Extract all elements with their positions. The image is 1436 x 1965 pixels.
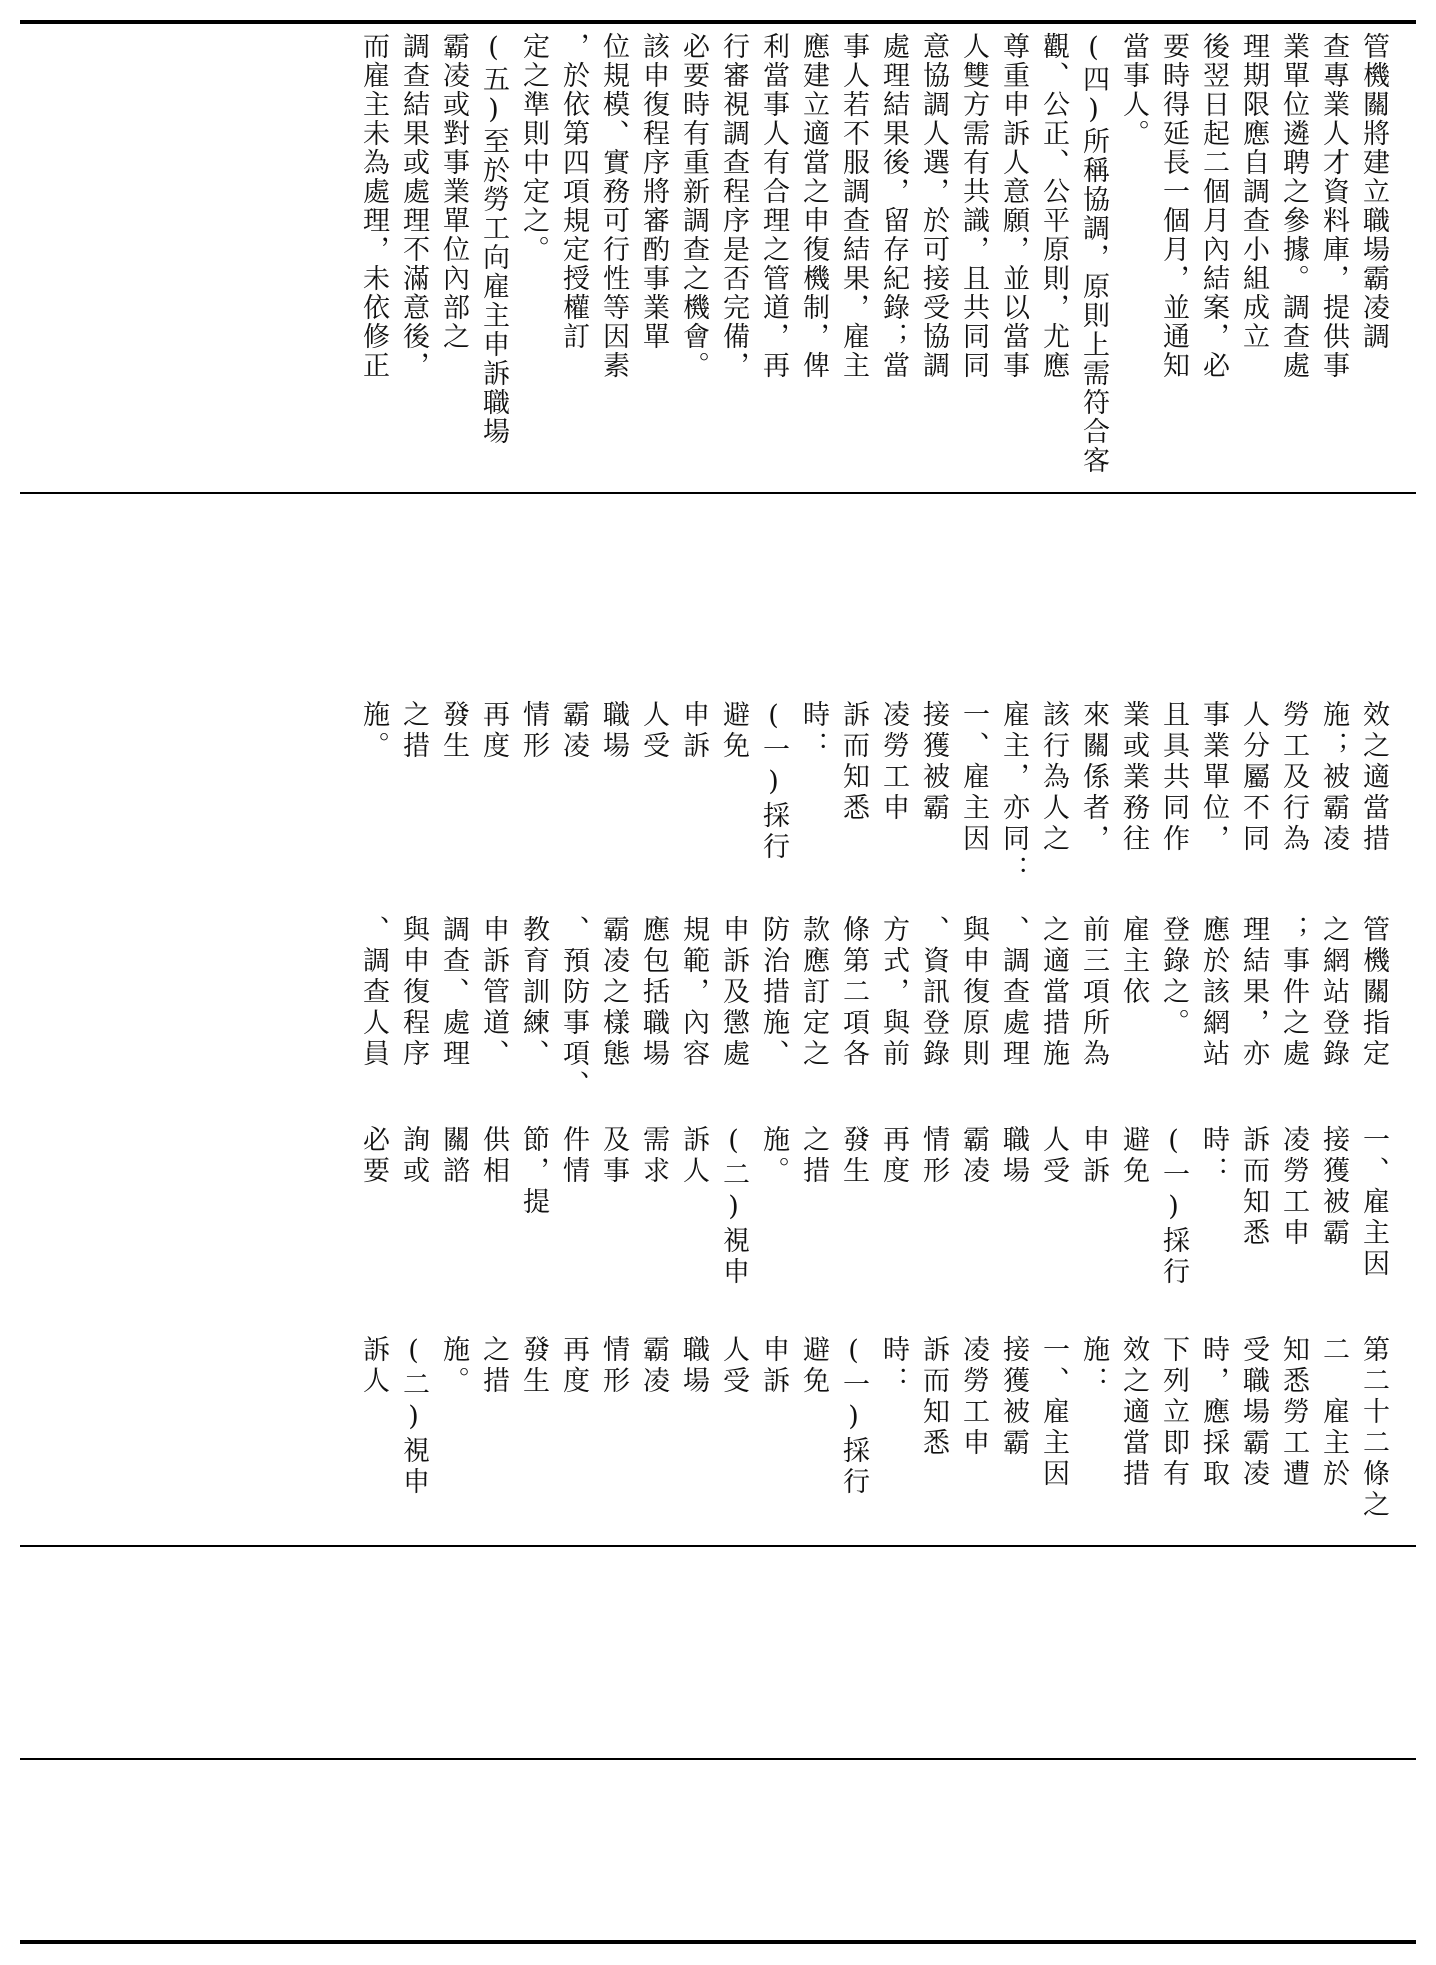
middle-right-text-column: 之措 [398, 700, 429, 762]
middle-right-text-column: 發生 [438, 700, 469, 762]
top-block-text-column: 處理結果後，留存紀錄；當 [878, 32, 909, 380]
top-block-text-column: 利當事人有合理之管道，再 [758, 32, 789, 380]
middle-right-text-column: 職場 [598, 700, 629, 762]
middle-left-b-text-column: 與申復程序 [398, 915, 429, 1070]
bottom-right-text-column: 下列立即有 [1158, 1335, 1189, 1490]
middle-left-a-text-column: 發生 [838, 1125, 869, 1187]
bottom-right-text-column: (二)視申 [398, 1335, 429, 1498]
middle-right-text-column: 接獲被霸 [918, 700, 949, 824]
bottom-right-text-column: 時： [878, 1335, 909, 1397]
middle-left-b-text-column: 調查、處理 [438, 915, 469, 1070]
bottom-right-text-column: 受職場霸凌 [1238, 1335, 1269, 1490]
middle-left-b-text-column: 、預防事項、 [558, 915, 589, 1101]
top-block-text-column: 業單位遴聘之參據。調查處 [1278, 32, 1309, 380]
middle-right-text-column: 凌勞工申 [878, 700, 909, 824]
middle-left-b-text-column: 前三項所為 [1078, 915, 1109, 1070]
bottom-right-text-column: 二 雇主於 [1318, 1335, 1349, 1490]
top-block-text-column: 定之準則中定之。 [518, 32, 549, 264]
top-block-text-column: 行審視調查程序是否完備， [718, 32, 749, 380]
middle-left-b-text-column: 霸凌之樣態 [598, 915, 629, 1070]
row-divider-1 [20, 492, 1416, 494]
middle-right-text-column: 來關係者， [1078, 700, 1109, 855]
bottom-right-text-column: 施。 [438, 1335, 469, 1397]
middle-right-text-column: 該行為人之 [1038, 700, 1069, 855]
middle-left-b-text-column: 條第二項各 [838, 915, 869, 1070]
middle-right-text-column: 霸凌 [558, 700, 589, 762]
bottom-right-text-column: 時，應採取 [1198, 1335, 1229, 1490]
middle-left-a-text-column: 接獲被霸 [1318, 1125, 1349, 1249]
middle-left-b-text-column: 方式，與前 [878, 915, 909, 1070]
middle-right-text-column: 效之適當措 [1358, 700, 1389, 855]
bottom-right-text-column: 一、雇主因 [1038, 1335, 1069, 1490]
middle-left-a-text-column: 避免 [1118, 1125, 1149, 1187]
middle-left-b-text-column: ；事件之處 [1278, 915, 1309, 1070]
bottom-right-text-column: 第二十二條之 [1358, 1335, 1389, 1521]
middle-left-b-text-column: 應於該網站 [1198, 915, 1229, 1070]
top-block-text-column: (四)所稱協調，原則上需符合客 [1078, 32, 1109, 475]
bottom-right-text-column: 再度 [558, 1335, 589, 1397]
top-block-text-column: 該申復程序將審酌事業單 [638, 32, 669, 351]
bottom-right-text-column: 申訴 [758, 1335, 789, 1397]
middle-left-b-text-column: 與申復原則 [958, 915, 989, 1070]
middle-left-b-text-column: 款應訂定之 [798, 915, 829, 1070]
middle-left-b-text-column: 登錄之。 [1158, 915, 1189, 1039]
middle-right-text-column: 訴而知悉 [838, 700, 869, 824]
top-block-text-column: 觀、公正、公平原則，尤應 [1038, 32, 1069, 380]
middle-left-a-text-column: 訴人 [678, 1125, 709, 1187]
middle-right-text-column: 事業單位， [1198, 700, 1229, 855]
middle-left-b-text-column: 、調查人員 [358, 915, 389, 1070]
middle-right-text-column: 人分屬不同 [1238, 700, 1269, 855]
middle-right-text-column: 避免 [718, 700, 749, 762]
middle-right-text-column: (一)採行 [758, 700, 789, 863]
middle-right-text-column: 一、雇主因 [958, 700, 989, 855]
middle-left-a-text-column: 情形 [918, 1125, 949, 1187]
top-block-text-column: 事人若不服調查結果，雇主 [838, 32, 869, 380]
row-divider-3 [20, 1758, 1416, 1760]
middle-left-a-text-column: 件情 [558, 1125, 589, 1187]
top-block-text-column: 尊重申訴人意願，並以當事 [998, 32, 1029, 380]
middle-right-text-column: 雇主，亦同： [998, 700, 1029, 886]
middle-right-text-column: 勞工及行為 [1278, 700, 1309, 855]
middle-left-a-text-column: (二)視申 [718, 1125, 749, 1288]
top-block-text-column: 位規模、實務可行性等因素 [598, 32, 629, 380]
top-block-text-column: 調查結果或處理不滿意後， [398, 32, 429, 380]
middle-left-a-text-column: (一)採行 [1158, 1125, 1189, 1288]
top-block-text-column: (五)至於勞工向雇主申訴職場 [478, 32, 509, 446]
middle-left-b-text-column: 理結果，亦 [1238, 915, 1269, 1070]
bottom-right-text-column: (一)採行 [838, 1335, 869, 1498]
middle-left-b-text-column: 雇主依 [1118, 915, 1149, 1008]
bottom-right-text-column: 訴而知悉 [918, 1335, 949, 1459]
middle-left-a-text-column: 及事 [598, 1125, 629, 1187]
bottom-right-text-column: 效之適當措 [1118, 1335, 1149, 1490]
middle-left-b-text-column: 防治措施、 [758, 915, 789, 1070]
middle-right-text-column: 情形 [518, 700, 549, 762]
middle-left-a-text-column: 職場 [998, 1125, 1029, 1187]
middle-right-text-column: 且具共同作 [1158, 700, 1189, 855]
top-block-text-column: ，於依第四項規定授權訂 [558, 32, 589, 351]
top-block-text-column: 意協調人選，於可接受協調 [918, 32, 949, 380]
middle-right-text-column: 人受 [638, 700, 669, 762]
bottom-right-text-column: 職場 [678, 1335, 709, 1397]
middle-left-a-text-column: 一、雇主因 [1358, 1125, 1389, 1280]
table-top-border [20, 20, 1416, 24]
top-block-text-column: 理期限應自調查小組成立 [1238, 32, 1269, 351]
middle-left-a-text-column: 節，提 [518, 1125, 549, 1218]
middle-left-b-text-column: 應包括職場 [638, 915, 669, 1070]
bottom-right-text-column: 情形 [598, 1335, 629, 1397]
middle-right-text-column: 再度 [478, 700, 509, 762]
middle-left-a-text-column: 時： [1198, 1125, 1229, 1187]
top-block-text-column: 必要時有重新調查之機會。 [678, 32, 709, 380]
top-block-text-column: 當事人。 [1118, 32, 1149, 148]
middle-left-b-text-column: 教育訓練、 [518, 915, 549, 1070]
middle-left-b-text-column: 、資訊登錄 [918, 915, 949, 1070]
middle-left-b-text-column: 申訴及懲處 [718, 915, 749, 1070]
middle-left-a-text-column: 霸凌 [958, 1125, 989, 1187]
middle-right-text-column: 時： [798, 700, 829, 762]
middle-left-a-text-column: 需求 [638, 1125, 669, 1187]
middle-left-a-text-column: 之措 [798, 1125, 829, 1187]
middle-left-a-text-column: 關諮 [438, 1125, 469, 1187]
middle-left-b-text-column: 之適當措施 [1038, 915, 1069, 1070]
middle-left-a-text-column: 必要 [358, 1125, 389, 1187]
middle-right-text-column: 業或業務往 [1118, 700, 1149, 855]
middle-left-b-text-column: 管機關指定 [1358, 915, 1389, 1070]
middle-left-a-text-column: 人受 [1038, 1125, 1069, 1187]
middle-left-b-text-column: 規範，內容 [678, 915, 709, 1070]
middle-right-text-column: 施；被霸凌 [1318, 700, 1349, 855]
middle-left-a-text-column: 申訴 [1078, 1125, 1109, 1187]
bottom-right-text-column: 之措 [478, 1335, 509, 1397]
bottom-right-text-column: 凌勞工申 [958, 1335, 989, 1459]
middle-left-b-text-column: 申訴管道、 [478, 915, 509, 1070]
middle-left-a-text-column: 供相 [478, 1125, 509, 1187]
middle-left-a-text-column: 再度 [878, 1125, 909, 1187]
table-bottom-border [20, 1940, 1416, 1944]
bottom-right-text-column: 避免 [798, 1335, 829, 1397]
bottom-right-text-column: 施： [1078, 1335, 1109, 1397]
middle-right-text-column: 施。 [358, 700, 389, 762]
bottom-right-text-column: 霸凌 [638, 1335, 669, 1397]
bottom-right-text-column: 發生 [518, 1335, 549, 1397]
middle-left-a-text-column: 施。 [758, 1125, 789, 1187]
top-block-text-column: 而雇主未為處理，未依修正 [358, 32, 389, 380]
middle-left-a-text-column: 詢或 [398, 1125, 429, 1187]
middle-left-a-text-column: 凌勞工申 [1278, 1125, 1309, 1249]
middle-left-a-text-column: 訴而知悉 [1238, 1125, 1269, 1249]
middle-left-b-text-column: 之網站登錄 [1318, 915, 1349, 1070]
top-block-text-column: 後翌日起二個月內結案，必 [1198, 32, 1229, 380]
top-block-text-column: 霸凌或對事業單位內部之 [438, 32, 469, 351]
bottom-right-text-column: 接獲被霸 [998, 1335, 1029, 1459]
middle-right-text-column: 申訴 [678, 700, 709, 762]
top-block-text-column: 要時得延長一個月，並通知 [1158, 32, 1189, 380]
top-block-text-column: 查專業人才資料庫，提供事 [1318, 32, 1349, 380]
row-divider-2 [20, 1545, 1416, 1547]
middle-left-b-text-column: 、調查處理 [998, 915, 1029, 1070]
bottom-right-text-column: 人受 [718, 1335, 749, 1397]
top-block-text-column: 人雙方需有共識，且共同同 [958, 32, 989, 380]
top-block-text-column: 管機關將建立職場霸凌調 [1358, 32, 1389, 351]
top-block-text-column: 應建立適當之申復機制，俾 [798, 32, 829, 380]
bottom-right-text-column: 知悉勞工遭 [1278, 1335, 1309, 1490]
bottom-right-text-column: 訴人 [358, 1335, 389, 1397]
